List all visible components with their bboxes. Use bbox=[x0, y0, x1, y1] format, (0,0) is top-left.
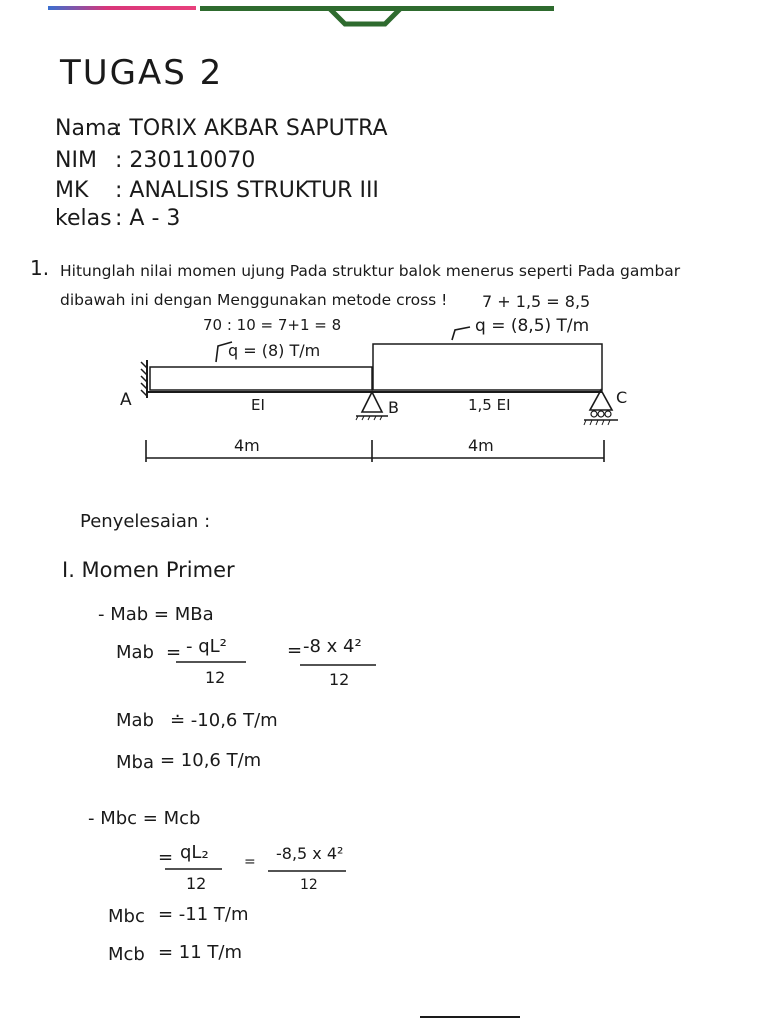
identity-label-nim: NIM bbox=[55, 148, 97, 173]
node-label-c: C bbox=[616, 388, 628, 407]
node-label-b: B bbox=[388, 398, 399, 417]
stiffness-right: 1,5 EI bbox=[468, 396, 511, 414]
eq2-equals: = bbox=[166, 642, 182, 663]
note-right-load-calc: 7 + 1,5 = 8,5 bbox=[482, 292, 591, 311]
identity-label-name: Nama bbox=[55, 116, 120, 141]
eq2-numerator-2: -8 x 4² bbox=[303, 636, 362, 657]
load-left-arrow bbox=[216, 342, 232, 362]
eq3-lhs: Mab bbox=[116, 710, 154, 731]
eq2-denominator-2: 12 bbox=[329, 670, 350, 689]
eq2-lhs: Mab bbox=[116, 642, 154, 663]
pin-support-b bbox=[356, 392, 388, 420]
eq6-equals: = bbox=[158, 847, 174, 868]
problem-line-1: Hitunglah nilai momen ujung Pada struktur balok menerus seperti Pada gambar bbox=[60, 262, 681, 280]
eq-mab-mba: - Mab = MBa bbox=[98, 604, 214, 625]
solution-heading: Penyelesaian : bbox=[80, 511, 211, 532]
eq6-numerator: qL₂ bbox=[180, 842, 209, 863]
load-left-label: q = (8) T/m bbox=[228, 341, 321, 360]
eq7-rhs: = -11 T/m bbox=[158, 904, 249, 925]
scan-bar-bottom bbox=[420, 1016, 520, 1018]
identity-value-name: : TORIX AKBAR SAPUTRA bbox=[115, 116, 388, 141]
eq5-mbc-mcb: - Mbc = Mcb bbox=[88, 808, 201, 829]
fixed-support-a bbox=[141, 360, 147, 398]
roller-support-c bbox=[584, 390, 618, 425]
load-right-label: q = (8,5) T/m bbox=[475, 316, 590, 336]
eq6-denominator: 12 bbox=[186, 874, 207, 893]
eq2-numerator: - qL² bbox=[186, 636, 227, 657]
note-left-load-calc: 70 : 10 = 7+1 = 8 bbox=[203, 316, 342, 334]
eq3-rhs: ≐ -10,6 T/m bbox=[170, 710, 278, 731]
load-block-left bbox=[150, 367, 372, 390]
section-heading: I. Momen Primer bbox=[62, 558, 235, 582]
node-label-a: A bbox=[120, 390, 132, 410]
eq8-lhs: Mcb bbox=[108, 944, 145, 965]
page-title: TUGAS 2 bbox=[60, 53, 224, 93]
eq6-numerator-2: -8,5 x 4² bbox=[276, 844, 344, 863]
eq2-equals-2: = bbox=[287, 640, 303, 661]
identity-label-mk: MK bbox=[55, 178, 89, 203]
identity-value-nim: : 230110070 bbox=[115, 148, 256, 173]
span-right-length: 4m bbox=[468, 436, 494, 455]
identity-value-kelas: : A - 3 bbox=[115, 206, 181, 231]
eq6-denominator-2: 12 bbox=[300, 877, 318, 893]
identity-label-kelas: kelas bbox=[55, 206, 112, 231]
eq2-denominator: 12 bbox=[205, 668, 226, 687]
dimension-line bbox=[146, 436, 604, 462]
eq6-equals-2: = bbox=[244, 854, 256, 870]
problem-number: 1. bbox=[30, 256, 50, 280]
eq4-lhs: Mba bbox=[116, 752, 154, 773]
eq4-rhs: = 10,6 T/m bbox=[160, 750, 262, 771]
load-block-right bbox=[373, 344, 602, 390]
eq7-lhs: Mbc bbox=[108, 906, 145, 927]
identity-value-mk: : ANALISIS STRUKTUR III bbox=[115, 178, 379, 203]
eq8-rhs: = 11 T/m bbox=[158, 942, 243, 963]
span-left-length: 4m bbox=[234, 436, 260, 455]
stiffness-left: EI bbox=[251, 396, 265, 414]
load-right-arrow bbox=[452, 327, 470, 340]
problem-line-2: dibawah ini dengan Menggunakan metode cross ! bbox=[60, 291, 448, 309]
